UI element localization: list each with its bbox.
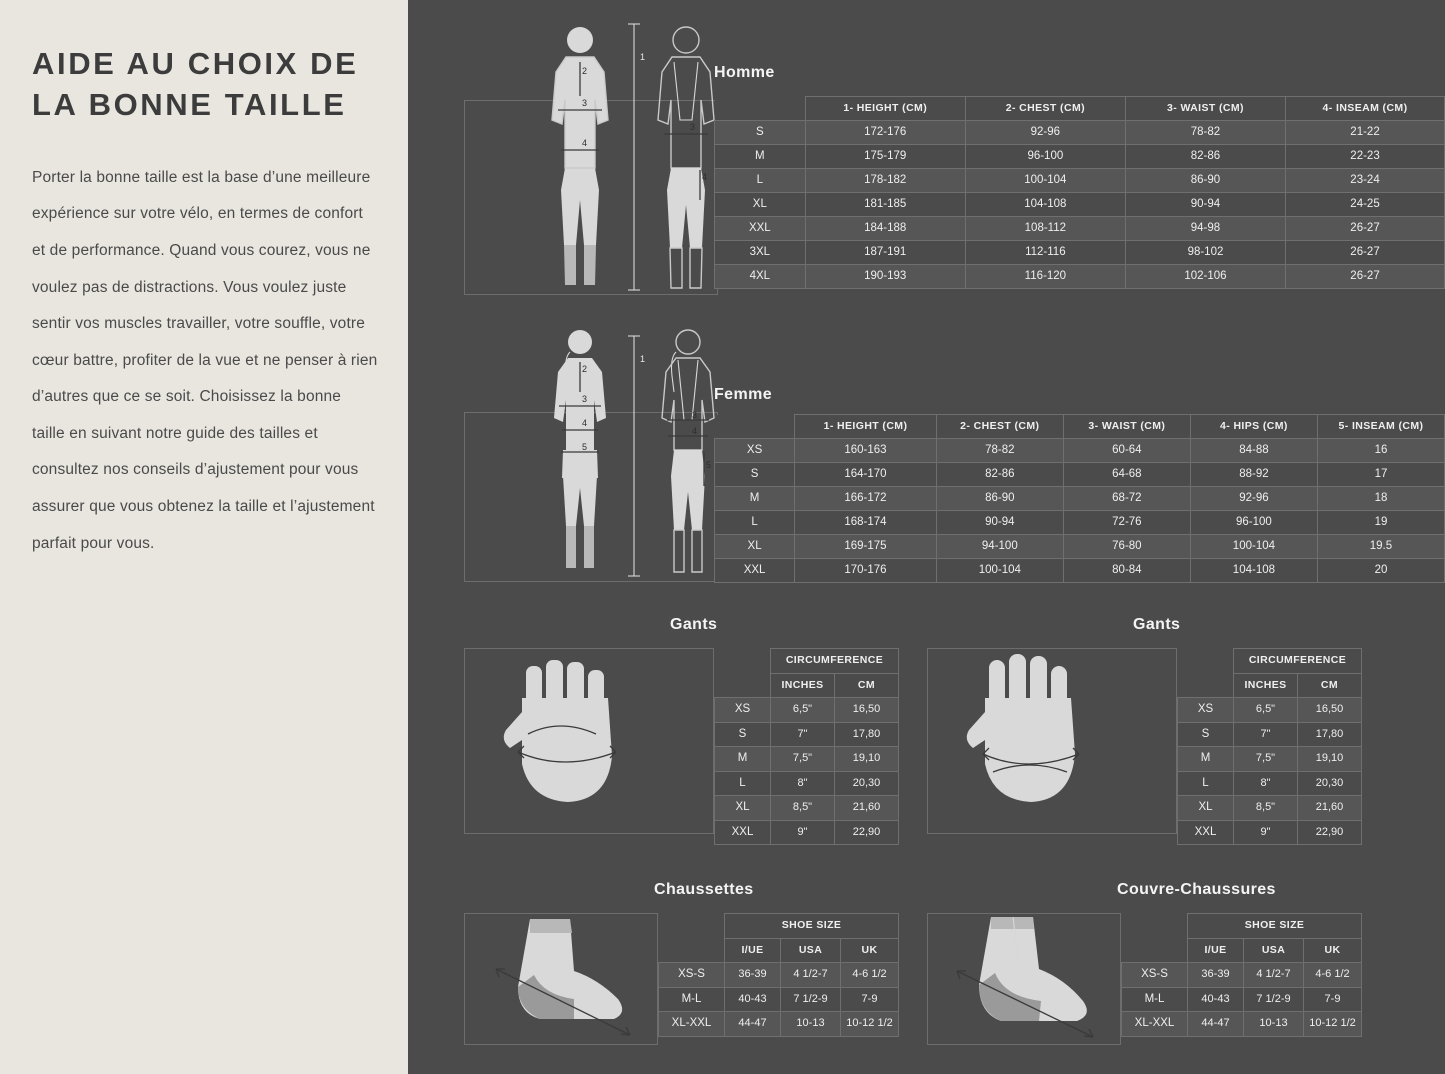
table-row [715, 535, 1445, 559]
femme-size-table [714, 414, 1445, 583]
measurement-cell: 19.5 [1317, 535, 1444, 559]
size-label-cell: L [715, 169, 806, 193]
svg-text:4: 4 [702, 172, 708, 182]
gants-longs-title: Gants [1133, 616, 1181, 633]
table-row [659, 1012, 899, 1037]
measurement-cell: 64-68 [1063, 463, 1190, 487]
homme-title: Homme [714, 64, 775, 81]
table-column-header: CM [835, 673, 899, 698]
measurement-cell: 7" [1234, 722, 1298, 747]
measurement-cell: 26-27 [1286, 217, 1445, 241]
measurement-cell: 10-13 [1244, 1012, 1304, 1037]
svg-text:1: 1 [640, 354, 646, 364]
glove-short-figure [464, 646, 714, 836]
measurement-cell: 160-163 [795, 439, 937, 463]
measurement-cell: 40-43 [725, 987, 781, 1012]
measurement-cell: 98-102 [1125, 241, 1285, 265]
measurement-cell: 20,30 [1298, 771, 1362, 796]
measurement-cell: 22-23 [1286, 145, 1445, 169]
femme-title: Femme [714, 386, 773, 403]
measurement-cell: 4-6 1/2 [841, 963, 899, 988]
measurement-cell: 17,80 [1298, 722, 1362, 747]
measurement-cell: 4 1/2-7 [781, 963, 841, 988]
size-label-cell: XXL [715, 217, 806, 241]
table-row [715, 265, 1445, 289]
measurement-cell: 170-176 [795, 559, 937, 583]
measurement-cell: 175-179 [805, 145, 965, 169]
table-column-header: CM [1298, 673, 1362, 698]
intro-paragraph: Porter la bonne taille est la base d’une meilleure expérience sur votre vélo, en termes de confort et de performance. Quand vous courez, vous ne voulez pas de distractions. Vous voulez juste sentir vos muscles travailler, votre souffle, votre cœur battre, profiter de la vue et ne penser à rien d’autres que ce se soit. Choisissez la bonne taille en suivant notre guide des tailles et consultez nos conseils d’ajustement pour vous assurer que vous obtenez la taille et l’ajustement parfait pour vous. [32, 168, 378, 552]
size-label-cell: XS [715, 698, 771, 723]
measurement-cell: 94-98 [1125, 217, 1285, 241]
table-row [1122, 963, 1362, 988]
table-row [1178, 747, 1362, 772]
size-label-cell: XL-XXL [659, 1012, 725, 1037]
measurement-cell: 8,5" [1234, 796, 1298, 821]
size-label-cell: S [1178, 722, 1234, 747]
table-row [715, 145, 1445, 169]
measurement-cell: 102-106 [1125, 265, 1285, 289]
measurement-cell: 178-182 [805, 169, 965, 193]
measurement-cell: 104-108 [1190, 559, 1317, 583]
measurement-cell: 60-64 [1063, 439, 1190, 463]
measurement-cell: 19 [1317, 511, 1444, 535]
measurement-cell: 10-12 1/2 [1304, 1012, 1362, 1037]
section-femme [408, 300, 1445, 592]
table-column-header: 4- INSEAM (CM) [1286, 97, 1445, 121]
measurement-cell: 92-96 [965, 121, 1125, 145]
size-label-cell: L [1178, 771, 1234, 796]
size-label-cell: XL [715, 193, 806, 217]
measurement-cell: 20 [1317, 559, 1444, 583]
table-group-header: CIRCUMFERENCE [771, 649, 899, 674]
measurement-cell: 16 [1317, 439, 1444, 463]
measurement-cell: 9" [1234, 820, 1298, 845]
measurement-cell: 82-86 [936, 463, 1063, 487]
size-label-cell: XXL [715, 820, 771, 845]
table-column-header: 5- INSEAM (CM) [1317, 415, 1444, 439]
size-label-cell: XS-S [1122, 963, 1188, 988]
measurement-cell: 184-188 [805, 217, 965, 241]
measurement-cell: 10-12 1/2 [841, 1012, 899, 1037]
size-label-cell: L [715, 771, 771, 796]
svg-text:4: 4 [582, 418, 588, 428]
measurement-cell: 78-82 [936, 439, 1063, 463]
size-label-cell: 4XL [715, 265, 806, 289]
table-column-header: INCHES [771, 673, 835, 698]
table-row [715, 241, 1445, 265]
measurement-cell: 7,5" [771, 747, 835, 772]
table-row [715, 511, 1445, 535]
measurement-cell: 36-39 [725, 963, 781, 988]
measurement-cell: 8" [771, 771, 835, 796]
size-label-cell: XXL [1178, 820, 1234, 845]
homme-size-table [714, 96, 1445, 289]
chaussettes-title: Chaussettes [654, 881, 754, 898]
size-label-cell: XS [715, 439, 795, 463]
table-column-header: 3- WAIST (CM) [1063, 415, 1190, 439]
table-row [715, 439, 1445, 463]
measurement-cell: 9" [771, 820, 835, 845]
intro-panel [0, 0, 408, 1074]
measurement-cell: 96-100 [1190, 511, 1317, 535]
measurement-cell: 26-27 [1286, 241, 1445, 265]
overshoe-figure [927, 911, 1127, 1047]
svg-text:4: 4 [582, 138, 588, 148]
measurement-cell: 166-172 [795, 487, 937, 511]
table-group-header: SHOE SIZE [1188, 914, 1362, 939]
measurement-cell: 104-108 [965, 193, 1125, 217]
measurement-cell: 8" [1234, 771, 1298, 796]
measurement-cell: 116-120 [965, 265, 1125, 289]
table-row [715, 169, 1445, 193]
table-row [715, 463, 1445, 487]
table-row [1178, 698, 1362, 723]
table-header-spacer [1122, 938, 1188, 963]
measurement-cell: 88-92 [1190, 463, 1317, 487]
table-row [1122, 987, 1362, 1012]
measurement-cell: 19,10 [1298, 747, 1362, 772]
table-header-spacer [715, 415, 795, 439]
svg-text:5: 5 [706, 460, 712, 470]
section-homme [408, 0, 1445, 300]
measurement-cell: 100-104 [936, 559, 1063, 583]
measurement-cell: 36-39 [1188, 963, 1244, 988]
size-label-cell: M-L [1122, 987, 1188, 1012]
table-header-spacer [715, 673, 771, 698]
measurement-cell: 68-72 [1063, 487, 1190, 511]
size-label-cell: XL-XXL [1122, 1012, 1188, 1037]
table-row [659, 987, 899, 1012]
table-row [1178, 722, 1362, 747]
couvre-chaussures-title: Couvre-Chaussures [1117, 881, 1276, 898]
size-label-cell: S [715, 121, 806, 145]
table-column-header: I/UE [725, 938, 781, 963]
measurement-cell: 21,60 [835, 796, 899, 821]
measurement-cell: 24-25 [1286, 193, 1445, 217]
table-column-header: 2- CHEST (CM) [936, 415, 1063, 439]
table-row [715, 217, 1445, 241]
measurement-cell: 84-88 [1190, 439, 1317, 463]
measurement-cell: 22,90 [1298, 820, 1362, 845]
table-row [715, 193, 1445, 217]
table-row [1178, 771, 1362, 796]
measurement-cell: 92-96 [1190, 487, 1317, 511]
sock-figure [464, 911, 664, 1047]
measurement-cell: 190-193 [805, 265, 965, 289]
size-label-cell: 3XL [715, 241, 806, 265]
svg-text:4: 4 [692, 426, 698, 436]
table-row [1122, 1012, 1362, 1037]
measurement-cell: 100-104 [1190, 535, 1317, 559]
measurement-cell: 86-90 [936, 487, 1063, 511]
table-column-header: 1- HEIGHT (CM) [805, 97, 965, 121]
measurement-cell: 7-9 [1304, 987, 1362, 1012]
svg-text:3: 3 [690, 122, 696, 132]
table-row [715, 559, 1445, 583]
size-label-cell: L [715, 511, 795, 535]
table-column-header: 1- HEIGHT (CM) [795, 415, 937, 439]
measurement-cell: 72-76 [1063, 511, 1190, 535]
table-column-header: UK [1304, 938, 1362, 963]
measurement-cell: 17 [1317, 463, 1444, 487]
measurement-cell: 164-170 [795, 463, 937, 487]
measurement-cell: 181-185 [805, 193, 965, 217]
measurement-cell: 44-47 [1188, 1012, 1244, 1037]
measurement-cell: 7,5" [1234, 747, 1298, 772]
measurement-cell: 112-116 [965, 241, 1125, 265]
measurement-cell: 90-94 [936, 511, 1063, 535]
table-header-spacer [659, 914, 725, 939]
measurement-cell: 7-9 [841, 987, 899, 1012]
table-column-header: USA [781, 938, 841, 963]
table-header-spacer [715, 97, 806, 121]
table-column-header: 4- HIPS (CM) [1190, 415, 1317, 439]
measurement-cell: 8,5" [771, 796, 835, 821]
measurement-cell: 6,5" [1234, 698, 1298, 723]
measurement-cell: 108-112 [965, 217, 1125, 241]
size-label-cell: XXL [715, 559, 795, 583]
size-label-cell: XS [1178, 698, 1234, 723]
measurement-cell: 76-80 [1063, 535, 1190, 559]
size-label-cell: M-L [659, 987, 725, 1012]
measurement-cell: 19,10 [835, 747, 899, 772]
measurement-cell: 86-90 [1125, 169, 1285, 193]
measurement-cell: 168-174 [795, 511, 937, 535]
measurement-cell: 23-24 [1286, 169, 1445, 193]
measurement-cell: 7" [771, 722, 835, 747]
size-label-cell: M [715, 145, 806, 169]
measurement-cell: 21-22 [1286, 121, 1445, 145]
size-tables-panel [408, 0, 1445, 1074]
table-row [1178, 796, 1362, 821]
gants-courts-title: Gants [670, 616, 718, 633]
size-label-cell: M [1178, 747, 1234, 772]
measurement-cell: 22,90 [835, 820, 899, 845]
table-header-spacer [715, 649, 771, 674]
table-header-spacer [659, 938, 725, 963]
size-label-cell: S [715, 722, 771, 747]
measurement-cell: 90-94 [1125, 193, 1285, 217]
measurement-cell: 4 1/2-7 [1244, 963, 1304, 988]
measurement-cell: 26-27 [1286, 265, 1445, 289]
measurement-cell: 6,5" [771, 698, 835, 723]
table-row [715, 121, 1445, 145]
svg-text:3: 3 [582, 98, 588, 108]
measurement-cell: 100-104 [965, 169, 1125, 193]
size-label-cell: XL [1178, 796, 1234, 821]
table-column-header: UK [841, 938, 899, 963]
measurement-cell: 78-82 [1125, 121, 1285, 145]
couvre-chaussures-table [1121, 913, 1362, 1037]
measurement-cell: 21,60 [1298, 796, 1362, 821]
measurement-cell: 96-100 [965, 145, 1125, 169]
measurement-cell: 7 1/2-9 [1244, 987, 1304, 1012]
measurement-cell: 16,50 [835, 698, 899, 723]
gants-longs-table [1177, 648, 1362, 845]
measurement-cell: 17,80 [835, 722, 899, 747]
table-header-spacer [1178, 673, 1234, 698]
table-row [659, 963, 899, 988]
table-column-header: I/UE [1188, 938, 1244, 963]
table-row [1178, 820, 1362, 845]
svg-text:1: 1 [640, 52, 646, 62]
size-label-cell: S [715, 463, 795, 487]
table-column-header: 2- CHEST (CM) [965, 97, 1125, 121]
svg-text:5: 5 [582, 442, 588, 452]
section-couvre-chaussures [871, 865, 1361, 1065]
size-label-cell: M [715, 747, 771, 772]
measurement-cell: 7 1/2-9 [781, 987, 841, 1012]
measurement-cell: 40-43 [1188, 987, 1244, 1012]
table-column-header: 3- WAIST (CM) [1125, 97, 1285, 121]
page-title: AIDE AU CHOIX DE LA BONNE TAILLE [32, 46, 359, 122]
measurement-cell: 16,50 [1298, 698, 1362, 723]
table-column-header: INCHES [1234, 673, 1298, 698]
svg-text:2: 2 [582, 364, 588, 374]
glove-long-figure [927, 646, 1177, 836]
measurement-cell: 169-175 [795, 535, 937, 559]
measurement-cell: 80-84 [1063, 559, 1190, 583]
measurement-cell: 20,30 [835, 771, 899, 796]
section-gants-courts [408, 600, 898, 840]
measurement-cell: 94-100 [936, 535, 1063, 559]
section-chaussettes [408, 865, 898, 1065]
table-header-spacer [1178, 649, 1234, 674]
size-label-cell: XL [715, 535, 795, 559]
chaussettes-table [658, 913, 899, 1037]
section-gants-longs [871, 600, 1361, 840]
measurement-cell: 172-176 [805, 121, 965, 145]
table-group-header: SHOE SIZE [725, 914, 899, 939]
size-label-cell: XL [715, 796, 771, 821]
size-label-cell: XS-S [659, 963, 725, 988]
svg-text:3: 3 [692, 410, 698, 420]
measurement-cell: 187-191 [805, 241, 965, 265]
measurement-cell: 4-6 1/2 [1304, 963, 1362, 988]
table-column-header: USA [1244, 938, 1304, 963]
svg-text:2: 2 [582, 66, 588, 76]
measurement-cell: 44-47 [725, 1012, 781, 1037]
measurement-cell: 82-86 [1125, 145, 1285, 169]
table-group-header: CIRCUMFERENCE [1234, 649, 1362, 674]
table-row [715, 487, 1445, 511]
svg-text:3: 3 [582, 394, 588, 404]
size-label-cell: M [715, 487, 795, 511]
table-header-spacer [1122, 914, 1188, 939]
measurement-cell: 10-13 [781, 1012, 841, 1037]
measurement-cell: 18 [1317, 487, 1444, 511]
